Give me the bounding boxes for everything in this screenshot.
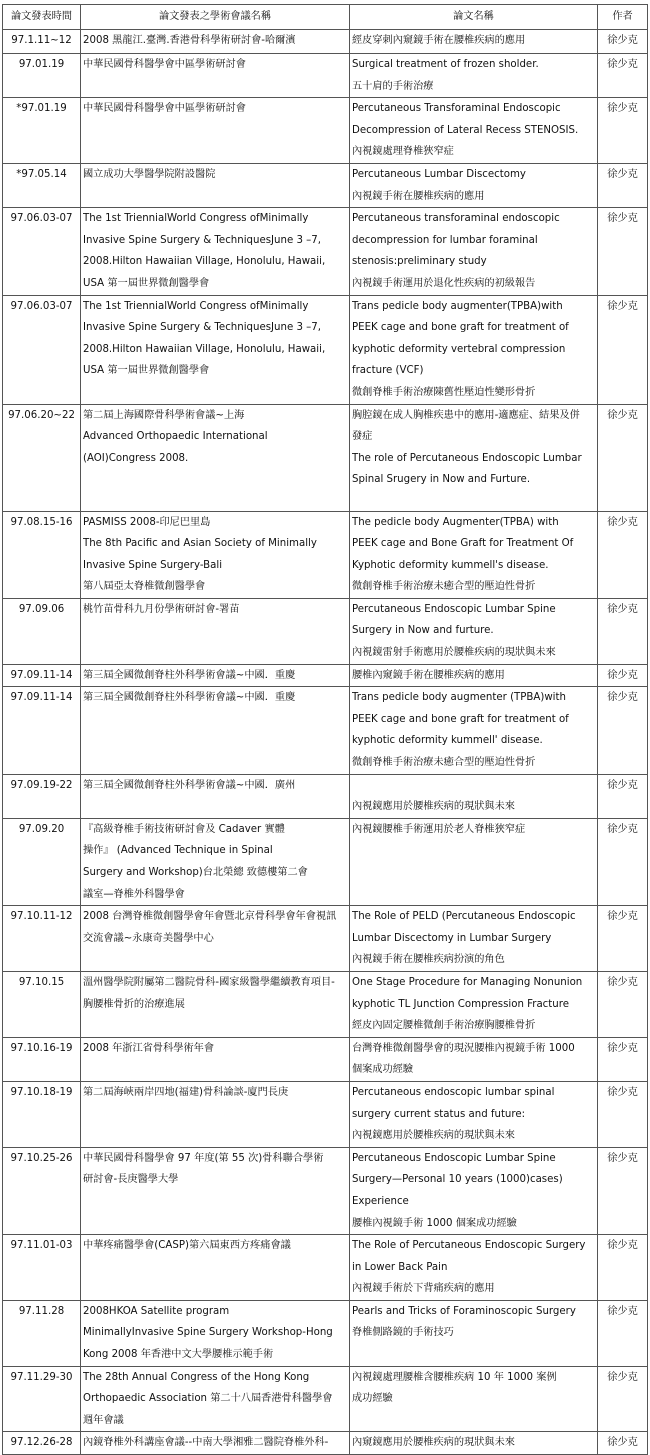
table-row [3, 1081, 648, 1147]
cell-date: 97.10.11-12 [3, 906, 81, 972]
conference-line: 第八屆亞太脊椎微創醫學會 [83, 581, 206, 593]
cell-date: 97.09.06 [3, 598, 81, 664]
cell-author: 徐少克 [598, 54, 648, 98]
title-line: PEEK cage and bone graft for treatment of [352, 713, 569, 725]
conference-line: The 1st TriennialWorld Congress ofMinimally [83, 300, 309, 312]
title-line: kyphotic TL Junction Compression Fracture [352, 998, 569, 1010]
cell-title [350, 295, 598, 404]
conference-line: The 1st TriennialWorld Congress ofMinimally [83, 213, 309, 225]
cell-author: 徐少克 [598, 98, 648, 164]
title-line: Spinal Srugery in Now and Furture. [352, 474, 531, 486]
title-line: 個案成功經驗 [352, 1064, 414, 1076]
cell-conference [81, 1147, 350, 1234]
conference-line: Surgery and Workshop)台北榮總 致德樓第二會 [83, 867, 308, 878]
table-row [3, 295, 648, 404]
conference-line: 第三屆全國微創脊柱外科學術會議~中國．重慶 [83, 692, 296, 704]
table-row [3, 1432, 648, 1455]
title-line: stenosis:preliminary study [352, 256, 487, 268]
cell-author: 徐少克 [598, 1366, 648, 1432]
conference-line: 第二屆海峽兩岸四地(福建)骨科論談-廈門長庚 [83, 1086, 289, 1098]
cell-date: 97.09.11-14 [3, 664, 81, 687]
cell-conference [81, 598, 350, 664]
conference-line: 2008HKOA Satellite program [83, 1305, 230, 1317]
cell-date: 97.12.26-28 [3, 1432, 81, 1455]
cell-title [350, 774, 598, 818]
cell-date: 97.10.16-19 [3, 1037, 81, 1081]
table-row [3, 98, 648, 164]
title-line [352, 775, 595, 797]
cell-conference [81, 163, 350, 207]
cell-date: 97.06.03-07 [3, 295, 81, 404]
cell-title [350, 1037, 598, 1081]
cell-date: 97.08.15-16 [3, 511, 81, 598]
cell-date: 97.09.11-14 [3, 687, 81, 774]
cell-conference [81, 687, 350, 774]
title-line: 內視鏡雷射手術應用於腰椎疾病的現狀與未來 [352, 647, 556, 659]
cell-date: *97.01.19 [3, 98, 81, 164]
conference-line: 2008.Hilton Hawaiian Village, Honolulu, Hawaii, [83, 256, 326, 268]
table-header-row [3, 5, 648, 30]
cell-conference [81, 774, 350, 818]
title-line: 成功經驗 [352, 1393, 393, 1405]
cell-date: 97.11.28 [3, 1300, 81, 1366]
conference-line: 中華民國骨科醫學會中區學術研討會 [83, 103, 246, 115]
table-row [3, 687, 648, 774]
cell-conference [81, 906, 350, 972]
title-line: Surgical treatment of frozen sholder. [352, 59, 539, 70]
title-line: Percutaneous endoscopic lumbar spinal [352, 1086, 555, 1098]
conference-line: 『高級脊椎手術技術研討會及 Cadaver 實體 [83, 823, 285, 835]
cell-title [350, 163, 598, 207]
conference-line: PASMISS 2008-印尼巴里島 [83, 516, 211, 528]
cell-conference [81, 818, 350, 905]
conference-line: (AOI)Congress 2008. [83, 452, 189, 464]
title-line: kyphotic deformity vertebral compression [352, 343, 566, 355]
conference-line: 內鏡脊椎外科講座會議--中南大學湘雅二醫院脊椎外科- [83, 1437, 329, 1449]
title-line: The Role of Percutaneous Endoscopic Surgery [352, 1240, 586, 1252]
cell-date: *97.05.14 [3, 163, 81, 207]
cell-author: 徐少克 [598, 971, 648, 1037]
cell-title [350, 906, 598, 972]
conference-line: 溫州醫學院附屬第二醫院骨科-國家級醫學繼續教育項目- [83, 976, 335, 988]
conference-line: Invasive Spine Surgery & TechniquesJune 3 –7, [83, 322, 321, 334]
conference-line: Invasive Spine Surgery-Bali [83, 559, 223, 571]
cell-author: 徐少克 [598, 511, 648, 598]
title-line: Surgery—Personal 10 years (1000)cases) [352, 1174, 563, 1186]
title-line: Kyphotic deformity kummell's disease. [352, 559, 549, 571]
conference-line: The 8th Pacific and Asian Society of Minimally [83, 538, 317, 550]
cell-title [350, 1235, 598, 1301]
title-line: Surgery in Now and furture. [352, 625, 494, 637]
cell-date: 97.09.20 [3, 818, 81, 905]
cell-conference [81, 664, 350, 687]
cell-date: 97.11.01-03 [3, 1235, 81, 1301]
header-date: 論文發表時間 [3, 5, 81, 30]
header-conference: 論文發表之學術會議名稱 [81, 5, 350, 30]
conference-line: Kong 2008 年香港中文大學腰椎示範手術 [83, 1349, 274, 1361]
cell-conference [81, 98, 350, 164]
table-row [3, 511, 648, 598]
title-line: Percutaneous Lumbar Discectomy [352, 168, 526, 180]
conference-line: 2008 年浙江省骨科學術年會 [83, 1042, 215, 1054]
table-row [3, 1366, 648, 1432]
conference-line: 中華民國骨科醫學會 97 年度(第 55 次)骨科聯合學術 [83, 1152, 324, 1164]
title-line: 微創脊椎手術治療未癒合型的壓迫性骨折 [352, 757, 536, 769]
cell-title [350, 818, 598, 905]
cell-author: 徐少克 [598, 1235, 648, 1301]
cell-title [350, 687, 598, 774]
conference-line: The 28th Annual Congress of the Hong Kong [83, 1371, 310, 1383]
conference-line: 2008 黑龍江.臺灣.香港骨科學術研討會-哈爾濱 [83, 35, 296, 46]
cell-title [350, 1081, 598, 1147]
table-row [3, 906, 648, 972]
cell-date: 97.01.19 [3, 54, 81, 98]
title-line: One Stage Procedure for Managing Nonunion [352, 976, 583, 988]
title-line: surgery current status and future: [352, 1108, 526, 1120]
conference-line: MinimallyInvasive Spine Surgery Workshop-Hong [83, 1327, 333, 1339]
cell-date: 97.11.29-30 [3, 1366, 81, 1432]
cell-title [350, 1366, 598, 1432]
title-line: 發症 [352, 431, 373, 443]
cell-title [350, 208, 598, 295]
cell-title [350, 664, 598, 687]
conference-line: 研討會-長庚醫學大學 [83, 1174, 179, 1186]
table-row [3, 1147, 648, 1234]
conference-line: 議室—脊椎外科醫學會 [83, 888, 185, 900]
cell-author: 徐少克 [598, 1147, 648, 1234]
page-container [2, 4, 647, 1455]
cell-date: 97.09.19-22 [3, 774, 81, 818]
conference-line: Advanced Orthopaedic International [83, 431, 268, 443]
conference-line: 中華民國骨科醫學會中區學術研討會 [83, 59, 246, 70]
cell-author: 徐少克 [598, 774, 648, 818]
table-row [3, 208, 648, 295]
title-line: Lumbar Discectomy in Lumbar Surgery [352, 932, 552, 944]
cell-conference [81, 1366, 350, 1432]
table-row [3, 1300, 648, 1366]
title-line: kyphotic deformity kummell' disease. [352, 735, 543, 747]
title-line: 內視鏡腰椎手術運用於老人脊椎狹窄症 [352, 823, 526, 835]
title-line: The role of Percutaneous Endoscopic Lumbar [352, 452, 582, 464]
title-line: Percutaneous Endoscopic Lumbar Spine [352, 1152, 556, 1164]
table-row [3, 774, 648, 818]
title-line: 內視鏡手術在腰椎疾病扮演的角色 [352, 954, 505, 966]
title-line: 內窺鏡應用於腰椎疾病的現狀與未來 [352, 1437, 515, 1449]
table-row [3, 1235, 648, 1301]
title-line: 五十肩的手術治療 [352, 80, 434, 92]
title-line: Percutaneous transforaminal endoscopic [352, 213, 560, 225]
cell-title [350, 1432, 598, 1455]
cell-conference [81, 1300, 350, 1366]
cell-conference [81, 1037, 350, 1081]
conference-line: 第三屆全國微創脊柱外科學術會議~中國．廣州 [83, 779, 296, 791]
table-row [3, 404, 648, 511]
table-row [3, 163, 648, 207]
title-line: 內視鏡手術於下背痛疾病的應用 [352, 1283, 495, 1295]
cell-conference [81, 1081, 350, 1147]
header-author: 作者 [598, 5, 648, 30]
title-line: Trans pedicle body augmenter(TPBA)with [352, 300, 563, 312]
title-line: Percutaneous Transforaminal Endoscopic [352, 103, 561, 115]
title-line: 內視鏡處理脊椎狹窄症 [352, 146, 454, 158]
title-line: fracture (VCF) [352, 365, 424, 377]
title-line: Pearls and Tricks of Foraminoscopic Surgery [352, 1305, 576, 1317]
cell-date: 97.10.25-26 [3, 1147, 81, 1234]
title-line: in Lower Back Pain [352, 1261, 448, 1273]
cell-conference [81, 1432, 350, 1455]
title-line: 經皮內固定腰椎微創手術治療胸腰椎骨折 [352, 1020, 536, 1032]
cell-author: 徐少克 [598, 598, 648, 664]
conference-line: Orthopaedic Association 第二十八屆香港骨科醫學會 [83, 1393, 333, 1405]
cell-conference [81, 1235, 350, 1301]
title-line: The pedicle body Augmenter(TPBA) with [352, 516, 559, 528]
title-line: 胸腔鏡在成人胸椎疾患中的應用-適應症、結果及併 [352, 409, 580, 421]
title-line: Experience [352, 1195, 409, 1207]
title-line: 腰椎內窺鏡手術在腰椎疾病的應用 [352, 669, 505, 681]
cell-title [350, 1300, 598, 1366]
cell-author: 徐少克 [598, 404, 648, 511]
cell-author: 徐少克 [598, 30, 648, 54]
cell-date: 97.06.03-07 [3, 208, 81, 295]
cell-conference [81, 30, 350, 54]
conference-line: USA 第一屆世界微創醫學會 [83, 277, 210, 289]
cell-title [350, 598, 598, 664]
cell-date: 97.10.18-19 [3, 1081, 81, 1147]
table-row [3, 54, 648, 98]
conference-line: 第三屆全國微創脊柱外科學術會議~中國．重慶 [83, 669, 296, 681]
cell-author: 徐少克 [598, 906, 648, 972]
cell-author: 徐少克 [598, 1081, 648, 1147]
conference-line: 週年會議 [83, 1414, 124, 1426]
table-row [3, 971, 648, 1037]
conference-line: 中華疼痛醫學會(CASP)第六屆東西方疼痛會議 [83, 1240, 291, 1252]
conference-line: 國立成功大學醫學院附設醫院 [83, 168, 216, 180]
table-body [3, 30, 648, 1455]
cell-conference [81, 208, 350, 295]
title-line: 內視鏡應用於腰椎疾病的現狀與未來 [352, 1130, 515, 1142]
cell-conference [81, 971, 350, 1037]
conference-line: Invasive Spine Surgery & TechniquesJune 3 –7, [83, 234, 321, 246]
conference-line: 桃竹苗骨科九月份學術研討會-署苗 [83, 603, 240, 615]
conference-line: 2008 台灣脊椎微創醫學會年會暨北京骨科學會年會視訊 [83, 911, 337, 923]
title-line: 微創脊椎手術治療未癒合型的壓迫性骨折 [352, 581, 536, 593]
cell-title [350, 30, 598, 54]
title-line: The Role of PELD (Percutaneous Endoscopic [352, 911, 576, 923]
cell-title [350, 404, 598, 511]
conference-line: 操作』 (Advanced Technique in Spinal [83, 845, 273, 857]
conference-line: 交流會議~永康奇美醫學中心 [83, 932, 214, 944]
cell-conference [81, 404, 350, 511]
conference-line: 胸腰椎骨折的治療進展 [83, 998, 185, 1010]
cell-conference [81, 54, 350, 98]
table-row [3, 1037, 648, 1081]
table-row [3, 818, 648, 905]
cell-author: 徐少克 [598, 664, 648, 687]
cell-conference [81, 295, 350, 404]
table-row [3, 598, 648, 664]
cell-date: 97.1.11~12 [3, 30, 81, 54]
title-line: 內視鏡應用於腰椎疾病的現狀與未來 [352, 801, 515, 813]
cell-author: 徐少克 [598, 163, 648, 207]
title-line: decompression for lumbar foraminal [352, 234, 538, 246]
conference-line: 第二屆上海國際骨科學術會議~上海 [83, 409, 245, 421]
cell-title [350, 1147, 598, 1234]
cell-title [350, 98, 598, 164]
cell-author: 徐少克 [598, 295, 648, 404]
conference-line: USA 第一屆世界微創醫學會 [83, 365, 210, 377]
title-line: 台灣脊椎微創醫學會的現況腰椎內視鏡手術 1000 [352, 1042, 575, 1054]
conference-line: 2008.Hilton Hawaiian Village, Honolulu, Hawaii, [83, 343, 326, 355]
title-line: 腰椎內視鏡手術 1000 個案成功經驗 [352, 1217, 517, 1229]
cell-conference [81, 511, 350, 598]
title-line: Trans pedicle body augmenter (TPBA)with [352, 692, 566, 704]
title-line: PEEK cage and bone graft for treatment of [352, 322, 569, 334]
title-line: 內視鏡處理腰椎含腰椎疾病 10 年 1000 案例 [352, 1371, 557, 1383]
title-line: 內視鏡手術在腰椎疾病的應用 [352, 190, 485, 202]
title-line: Decompression of Lateral Recess STENOSIS. [352, 124, 579, 136]
cell-author: 徐少克 [598, 818, 648, 905]
title-line: 經皮穿刺內窺鏡手術在腰椎疾病的應用 [352, 35, 526, 46]
title-line: 內視鏡手術運用於退化性疾病的初級報告 [352, 277, 536, 289]
title-line: Percutaneous Endoscopic Lumbar Spine [352, 603, 556, 615]
cell-date: 97.10.15 [3, 971, 81, 1037]
cell-author: 徐少克 [598, 1300, 648, 1366]
publication-table [2, 4, 648, 1455]
title-line: 脊椎側路鏡的手術技巧 [352, 1327, 454, 1339]
title-line: 微創脊椎手術治療陳舊性壓迫性變形骨折 [352, 386, 536, 398]
cell-date: 97.06.20~22 [3, 404, 81, 511]
cell-author: 徐少克 [598, 687, 648, 774]
cell-author: 徐少克 [598, 1432, 648, 1455]
cell-title [350, 54, 598, 98]
table-row [3, 30, 648, 54]
title-line: PEEK cage and Bone Graft for Treatment Of [352, 538, 574, 550]
cell-author: 徐少克 [598, 1037, 648, 1081]
table-row [3, 664, 648, 687]
cell-author: 徐少克 [598, 208, 648, 295]
header-title: 論文名稱 [350, 5, 598, 30]
cell-title [350, 511, 598, 598]
cell-title [350, 971, 598, 1037]
